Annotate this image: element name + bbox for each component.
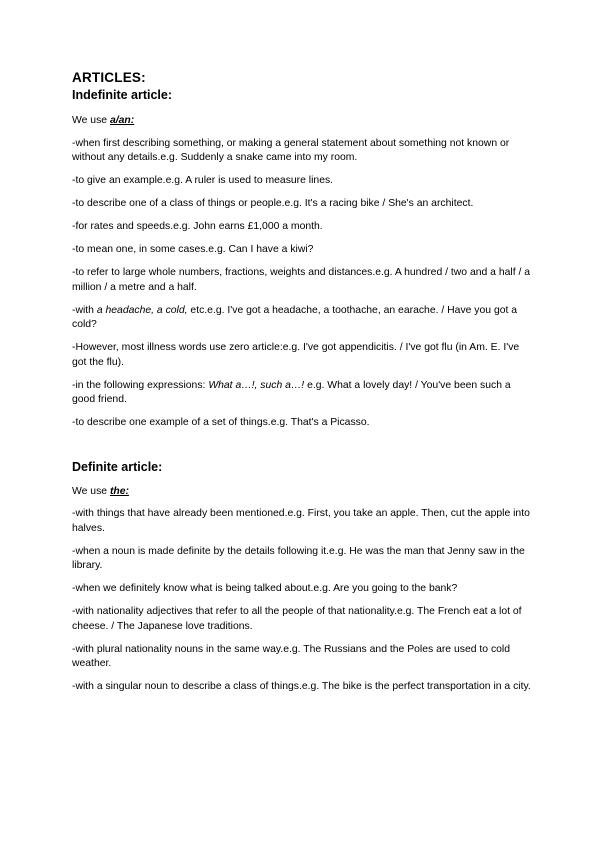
rule-item: [72, 266, 534, 295]
rule-text: -with: [72, 304, 97, 316]
rule-text: -to mean one, in some cases.e.g. Can I have a kiwi?: [72, 244, 314, 255]
rule-text: -with a singular noun to describe a class of things.e.g. The bike is the perfect transportation in a city.: [72, 681, 531, 692]
rule-item: [72, 680, 534, 695]
rule-text: -when first describing something, or making a general statement about something not known or without any details.e.g. Suddenly a snake came into my room.: [72, 137, 510, 163]
rule-item: [72, 174, 534, 189]
intro-keyword: a/an:: [109, 115, 135, 126]
rule-item: [72, 197, 534, 212]
document-page: [72, 70, 534, 703]
intro-prefix: We use: [72, 115, 110, 126]
definite-intro: [72, 485, 534, 500]
rule-item: [72, 643, 534, 672]
rule-item: [72, 137, 534, 166]
rule-item: [72, 243, 534, 258]
rule-item: [72, 605, 534, 634]
rule-item: [72, 582, 534, 597]
indefinite-intro: [72, 114, 534, 129]
rule-text: -when we definitely know what is being talked about.e.g. Are you going to the bank?: [72, 583, 458, 594]
rule-text: etc.e.g. I've got a headache, a toothache, an earache. / Have you got a cold?: [72, 304, 518, 330]
intro-keyword: the:: [109, 485, 129, 497]
rule-example-italic: What a…!, such a…!: [208, 379, 305, 391]
intro-prefix: We use: [72, 485, 110, 497]
rule-text: e.g. What a lovely day! / You've been such a good friend.: [72, 379, 511, 405]
rule-item: [72, 220, 534, 235]
rule-text: -for rates and speeds.e.g. John earns £1,000 a month.: [72, 221, 323, 232]
indefinite-rules-list: [72, 137, 534, 431]
rule-example-italic: a headache, a cold,: [96, 304, 188, 316]
rule-text: -when a noun is made definite by the details following it.e.g. He was the man that Jenny saw in the library.: [72, 545, 525, 571]
rule-text: -to describe one example of a set of things.e.g. That's a Picasso.: [72, 417, 370, 428]
rule-text: -in the following expressions:: [72, 379, 209, 391]
rule-text: -to give an example.e.g. A ruler is used to measure lines.: [72, 175, 334, 186]
definite-article-heading: Definite article:: [72, 459, 163, 474]
indefinite-article-heading: Indefinite article:: [72, 88, 173, 102]
rule-text: -However, most illness words use zero article:e.g. I've got appendicitis. / I've got flu (in Am. E. I've got the flu).: [72, 342, 520, 368]
rule-text: -to refer to large whole numbers, fractions, weights and distances.e.g. A hundred / two and a half / a million / a metre and a half.: [72, 267, 531, 293]
rule-text: -with plural nationality nouns in the same way.e.g. The Russians and the Poles are used to cold weather.: [72, 643, 511, 669]
rule-text: -with things that have already been mentioned.e.g. First, you take an apple. Then, cut the apple into halves.: [72, 508, 530, 534]
definite-rules-list: [72, 507, 534, 695]
rule-text: -to describe one of a class of things or people.e.g. It's a racing bike / She's an architect.: [72, 198, 474, 209]
rule-item: [72, 304, 534, 333]
indefinite-article-section: [72, 70, 534, 431]
rule-text: -with nationality adjectives that refer to all the people of that nationality.e.g. The French eat a lot of cheese. / The Japanese love traditions.: [72, 606, 522, 632]
document-title: ARTICLES:: [72, 70, 146, 85]
rule-item: [72, 545, 534, 574]
rule-item: [72, 379, 534, 408]
definite-article-section: [72, 459, 534, 695]
rule-item: [72, 341, 534, 370]
rule-item: [72, 507, 534, 536]
rule-item: [72, 416, 534, 431]
